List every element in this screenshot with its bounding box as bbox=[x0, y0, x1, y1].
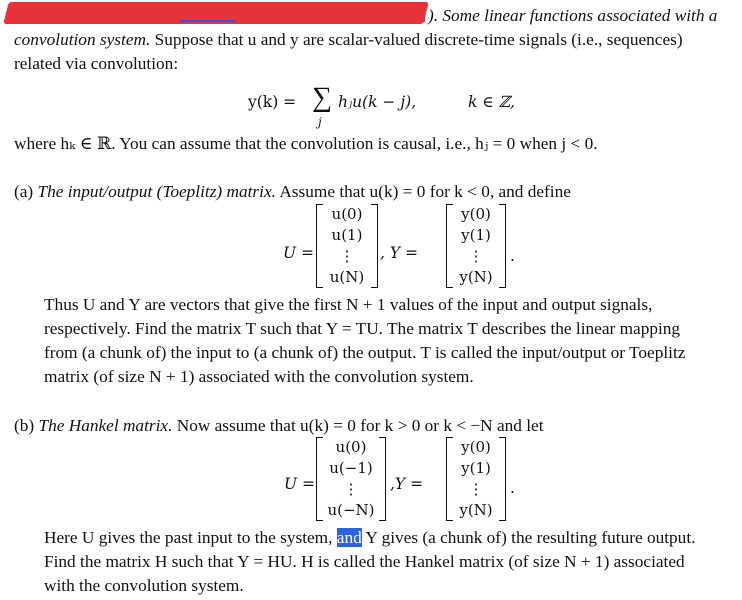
part-b-U-label: U = bbox=[284, 475, 315, 493]
part-b-body-2: Find the matrix H such that Y = HU. H is called the Hankel matrix (of size N + 1) associated bbox=[44, 552, 685, 571]
part-b-Y-label: ,Y = bbox=[390, 475, 424, 493]
vector-entry: u(N) bbox=[329, 268, 365, 286]
vector-entry: y(0) bbox=[461, 205, 491, 223]
part-b-label: (b) bbox=[14, 416, 35, 435]
where-line: where hₖ ∈ ℝ. You can assume that the convolution is causal, i.e., hⱼ = 0 when j < 0. bbox=[14, 134, 598, 153]
part-a-heading bbox=[14, 180, 571, 204]
part-b-U-vector bbox=[316, 437, 386, 521]
part-a-U-label: U = bbox=[283, 244, 314, 262]
selected-text[interactable]: and bbox=[336, 528, 362, 547]
part-b-intro: Now assume that u(k) = 0 for k > 0 or k < −N and let bbox=[172, 416, 544, 435]
part-b-body-1b: Y gives (a chunk of) the resulting future output. bbox=[361, 528, 696, 547]
vector-entry: y(1) bbox=[461, 459, 491, 477]
vector-entry: u(−N) bbox=[327, 501, 375, 519]
part-a-body-2: respectively. Find the matrix T such that Y = TU. The matrix T describes the linear mapping bbox=[44, 319, 681, 338]
eq-rhs: hⱼu(k − j), bbox=[338, 93, 417, 111]
part-b-body-1 bbox=[44, 526, 695, 550]
part-b-body-3: with the convolution system. bbox=[44, 576, 244, 595]
part-a-period: . bbox=[510, 247, 515, 265]
header-tail: ). Some linear functions associated with a bbox=[428, 6, 718, 25]
vector-entry: y(N) bbox=[459, 501, 493, 519]
vector-entry: ⋮ bbox=[468, 480, 484, 498]
part-b-Y-vector bbox=[446, 437, 506, 521]
part-a-label: (a) bbox=[14, 182, 34, 201]
part-b-heading bbox=[14, 414, 544, 438]
part-a-body-1: Thus U and Y are vectors that give the first N + 1 values of the input and output signals, bbox=[44, 295, 653, 314]
underline-link-mark bbox=[180, 20, 235, 22]
vector-entry: u(1) bbox=[331, 226, 363, 244]
vector-entry: u(0) bbox=[335, 438, 367, 456]
vector-entry: y(N) bbox=[459, 268, 493, 286]
part-a-Y-label: , Y = bbox=[380, 244, 419, 262]
eq-domain: k ∈ ℤ, bbox=[468, 93, 515, 111]
vector-entry: ⋮ bbox=[339, 247, 355, 265]
part-b-body-1a: Here U gives the past input to the system, bbox=[44, 528, 337, 547]
vector-entry: u(0) bbox=[331, 205, 363, 223]
eq-lhs: y(k) = bbox=[248, 93, 297, 111]
part-b-title: The Hankel matrix. bbox=[38, 416, 173, 435]
part-a-intro: Assume that u(k) = 0 for k < 0, and define bbox=[275, 182, 571, 201]
part-a-Y-vector bbox=[446, 204, 506, 288]
vector-entry: ⋮ bbox=[343, 480, 359, 498]
vector-entry: y(1) bbox=[461, 226, 491, 244]
sigma-subscript: j bbox=[318, 115, 322, 129]
part-a-U-vector bbox=[316, 204, 378, 288]
vector-entry: ⋮ bbox=[468, 247, 484, 265]
part-a-body-4: matrix (of size N + 1) associated with the convolution system. bbox=[44, 367, 474, 386]
header-line-2-rest: Suppose that u and y are scalar-valued discrete-time signals (i.e., sequences) bbox=[150, 30, 683, 49]
sigma-icon: ∑ bbox=[312, 82, 332, 113]
header-line-2 bbox=[14, 28, 683, 52]
vector-entry: u(−1) bbox=[329, 459, 373, 477]
header-line-3: related via convolution: bbox=[14, 54, 179, 73]
section-title: convolution system. bbox=[14, 30, 151, 49]
part-a-body-3: from (a chunk of) the input to (a chunk of) the output. T is called the input/output or Toeplitz bbox=[44, 343, 686, 362]
vector-entry: y(0) bbox=[461, 438, 491, 456]
part-b-period: . bbox=[510, 479, 515, 497]
part-a-title: The input/output (Toeplitz) matrix. bbox=[37, 182, 276, 201]
